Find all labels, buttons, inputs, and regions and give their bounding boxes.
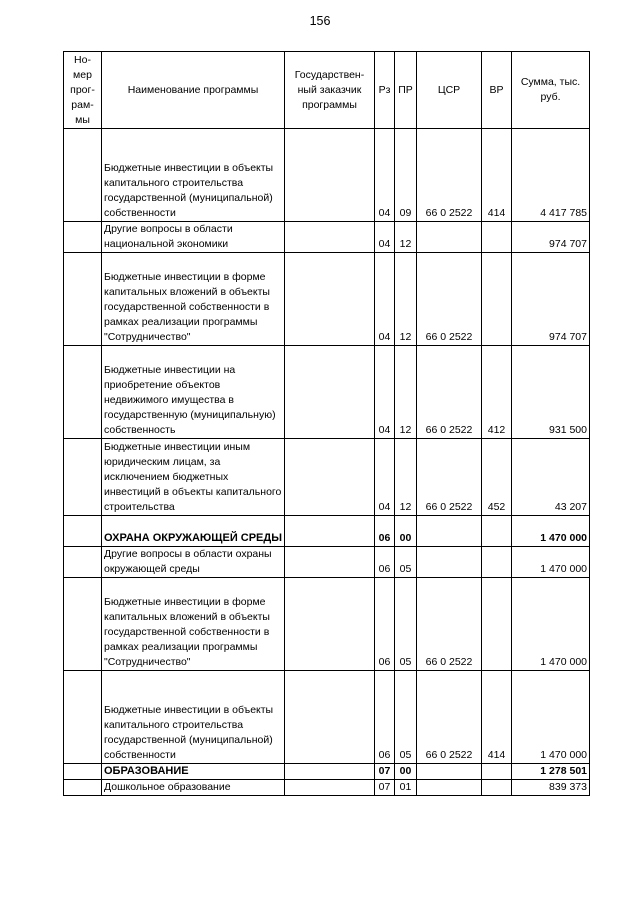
cell-csr: 66 0 2522 <box>417 671 482 764</box>
cell-program-name: Бюджетные инвестиции в объекты капитального строительства государственной (муниципальной) собственности <box>102 671 285 764</box>
cell-csr <box>417 547 482 578</box>
cell-amount: 974 707 <box>512 253 590 346</box>
cell-pr: 12 <box>395 222 417 253</box>
cell-customer <box>285 547 375 578</box>
cell-pr: 12 <box>395 253 417 346</box>
table-row <box>64 129 590 222</box>
cell-amount: 1 470 000 <box>512 547 590 578</box>
cell-program-name: ОХРАНА ОКРУЖАЮЩЕЙ СРЕДЫ <box>102 516 285 547</box>
cell-csr <box>417 222 482 253</box>
cell-amount: 839 373 <box>512 780 590 796</box>
cell-customer <box>285 516 375 547</box>
cell-pr: 05 <box>395 578 417 671</box>
cell-rz: 04 <box>375 439 395 516</box>
header-amount: Сумма, тыс. руб. <box>512 52 590 129</box>
cell-rz: 07 <box>375 780 395 796</box>
cell-pr: 12 <box>395 439 417 516</box>
cell-amount: 931 500 <box>512 346 590 439</box>
cell-program-name: Бюджетные инвестиции в объекты капитального строительства государственной (муниципальной) собственности <box>102 129 285 222</box>
cell-csr <box>417 780 482 796</box>
cell-pr: 05 <box>395 547 417 578</box>
cell-vr <box>482 780 512 796</box>
header-program-number: Но-мер прог-рам-мы <box>64 52 102 129</box>
cell-csr: 66 0 2522 <box>417 346 482 439</box>
cell-csr: 66 0 2522 <box>417 129 482 222</box>
table-row <box>64 671 590 764</box>
cell-program-name: Другие вопросы в области охраны окружающей среды <box>102 547 285 578</box>
cell-rz: 06 <box>375 516 395 547</box>
cell-vr <box>482 222 512 253</box>
cell-customer <box>285 222 375 253</box>
header-vr: ВР <box>482 52 512 129</box>
cell-vr: 452 <box>482 439 512 516</box>
cell-rz: 06 <box>375 671 395 764</box>
cell-rz: 04 <box>375 346 395 439</box>
cell-customer <box>285 764 375 780</box>
cell-customer <box>285 346 375 439</box>
table-row <box>64 547 590 578</box>
cell-customer <box>285 780 375 796</box>
cell-amount: 974 707 <box>512 222 590 253</box>
cell-amount: 1 470 000 <box>512 671 590 764</box>
cell-vr <box>482 253 512 346</box>
cell-program-name: Бюджетные инвестиции на приобретение объектов недвижимого имущества в государственную (муниципальную) собственность <box>102 346 285 439</box>
cell-csr: 66 0 2522 <box>417 253 482 346</box>
cell-vr <box>482 764 512 780</box>
cell-program-name: Бюджетные инвестиции в форме капитальных вложений в объекты государственной собственности в рамках реализации программы "Сотрудничество" <box>102 253 285 346</box>
cell-program-name: Бюджетные инвестиции иным юридическим лицам, за исключением бюджетных инвестиций в объекты капитального строительства <box>102 439 285 516</box>
cell-pr: 00 <box>395 516 417 547</box>
cell-rz: 04 <box>375 129 395 222</box>
header-rz: Рз <box>375 52 395 129</box>
table-row <box>64 516 590 547</box>
header-program-name: Наименование программы <box>102 52 285 129</box>
cell-customer <box>285 578 375 671</box>
cell-vr: 412 <box>482 346 512 439</box>
cell-program-number <box>64 547 102 578</box>
cell-program-name: Другие вопросы в области национальной экономики <box>102 222 285 253</box>
cell-csr <box>417 516 482 547</box>
cell-program-number <box>64 578 102 671</box>
table-row <box>64 439 590 516</box>
table-row <box>64 253 590 346</box>
cell-csr <box>417 764 482 780</box>
cell-pr: 00 <box>395 764 417 780</box>
header-customer: Государствен-ный заказчик программы <box>285 52 375 129</box>
cell-rz: 06 <box>375 547 395 578</box>
cell-program-number <box>64 253 102 346</box>
cell-rz: 04 <box>375 222 395 253</box>
cell-program-number <box>64 222 102 253</box>
cell-program-name: Бюджетные инвестиции в форме капитальных вложений в объекты государственной собственности в рамках реализации программы "Сотрудничество" <box>102 578 285 671</box>
table-row <box>64 764 590 780</box>
table-row <box>64 780 590 796</box>
cell-program-number <box>64 780 102 796</box>
header-row <box>64 52 590 129</box>
cell-rz: 04 <box>375 253 395 346</box>
cell-pr: 05 <box>395 671 417 764</box>
cell-customer <box>285 439 375 516</box>
table-row <box>64 222 590 253</box>
cell-program-number <box>64 346 102 439</box>
cell-csr: 66 0 2522 <box>417 439 482 516</box>
cell-program-number <box>64 671 102 764</box>
cell-customer <box>285 671 375 764</box>
cell-vr <box>482 516 512 547</box>
budget-table <box>63 51 590 796</box>
cell-program-number <box>64 764 102 780</box>
cell-amount: 1 278 501 <box>512 764 590 780</box>
cell-program-number <box>64 516 102 547</box>
cell-vr: 414 <box>482 671 512 764</box>
cell-amount: 1 470 000 <box>512 516 590 547</box>
cell-amount: 4 417 785 <box>512 129 590 222</box>
cell-csr: 66 0 2522 <box>417 578 482 671</box>
cell-customer <box>285 129 375 222</box>
header-csr: ЦСР <box>417 52 482 129</box>
cell-rz: 06 <box>375 578 395 671</box>
cell-amount: 1 470 000 <box>512 578 590 671</box>
cell-program-number <box>64 439 102 516</box>
cell-vr: 414 <box>482 129 512 222</box>
cell-amount: 43 207 <box>512 439 590 516</box>
cell-vr <box>482 547 512 578</box>
cell-program-number <box>64 129 102 222</box>
cell-pr: 01 <box>395 780 417 796</box>
table-row <box>64 578 590 671</box>
cell-pr: 09 <box>395 129 417 222</box>
header-pr: ПР <box>395 52 417 129</box>
page-number: 156 <box>309 14 331 28</box>
cell-program-name: Дошкольное образование <box>102 780 285 796</box>
cell-rz: 07 <box>375 764 395 780</box>
cell-pr: 12 <box>395 346 417 439</box>
cell-program-name: ОБРАЗОВАНИЕ <box>102 764 285 780</box>
cell-customer <box>285 253 375 346</box>
table-row <box>64 346 590 439</box>
cell-vr <box>482 578 512 671</box>
